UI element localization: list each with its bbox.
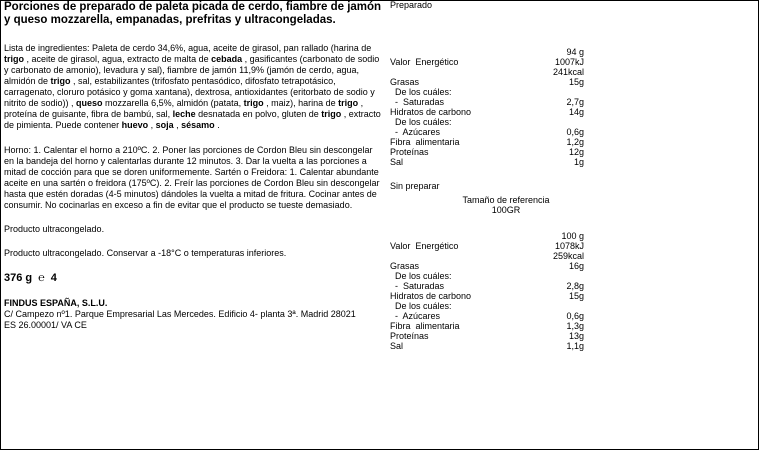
company-name: FINDUS ESPAÑA, S.L.U.: [4, 298, 108, 308]
nutrient-value: 100 g: [561, 231, 584, 241]
allergen-text: cebada: [211, 54, 243, 64]
nutrition-row: [386, 301, 596, 311]
company-address: C/ Campezo nº1. Parque Empresarial Las Mercedes. Edificio 4- planta 3ª. Madrid 28021: [4, 309, 356, 319]
nutrition-row: [386, 67, 596, 77]
nutrient-label: Fibra alimentaria: [390, 321, 460, 331]
nutrient-label: - Azúcares: [390, 311, 441, 321]
nutrient-value: 2,7g: [566, 97, 584, 107]
nutrition-row: [386, 321, 596, 331]
nutrient-label: Valor Energético: [390, 241, 459, 251]
allergen-text: trigo: [4, 54, 24, 64]
ingredient-text: , extracto de pimienta. Puede contener: [4, 109, 381, 130]
nutrient-label: Proteínas: [390, 147, 429, 157]
ingredient-text: , proteína de guisante, fibra de bambú, sal,: [4, 98, 364, 119]
ingredient-text: desnatada en polvo, gluten de: [195, 109, 322, 119]
nutrition-row: [386, 271, 596, 281]
nutrition-row: [386, 77, 596, 87]
nutrition-row: [386, 241, 596, 251]
ingredient-text: , sal, estabilizantes (trifosfato pentasódico, difosfato tetrapotásico, carragenato, cloruro potásico y goma xantana), dextrosa, antioxidantes (eritorbato de sodio y nitrito de sodio)) ,: [4, 76, 375, 108]
nutrient-label: Proteínas: [390, 331, 429, 341]
allergen-text: leche: [172, 109, 196, 119]
nutrient-value: 241kcal: [552, 67, 584, 77]
nutrient-value: 94 g: [566, 47, 584, 57]
nutrient-label: Grasas: [390, 261, 420, 271]
allergen-text: huevo: [121, 120, 149, 130]
nutrient-value: 14g: [568, 107, 584, 117]
storage-note: Producto ultracongelado.: [4, 224, 105, 234]
nutrient-value: 259kcal: [552, 251, 584, 261]
product-info-column: [4, 1, 382, 331]
nutrient-label: Sal: [390, 157, 404, 167]
nutrition-row: [386, 251, 596, 261]
nutrition-row: [386, 331, 596, 341]
nutrient-value: 2,8g: [566, 281, 584, 291]
ingredient-text: Lista de ingredientes: Paleta de cerdo 34,6%, agua, aceite de girasol, pan rallado (harina de: [4, 43, 372, 53]
nutrition-row: [386, 231, 596, 241]
nutrition-row: [386, 261, 596, 271]
nutrient-label: De los cuáles:: [390, 117, 452, 127]
allergen-text: sésamo: [181, 120, 215, 130]
ingredient-text: mozzarella 6,5%, almidón (patata,: [102, 98, 244, 108]
nutrition-column: [386, 0, 596, 351]
allergen-text: soja: [155, 120, 174, 130]
reference-size-value: 100GR: [491, 205, 521, 215]
registration-number: ES 26.00001/ VA CE: [4, 320, 87, 330]
ingredient-text: , aceite de girasol, agua, extracto de malta de: [24, 54, 212, 64]
unprepared-title: Sin preparar: [390, 181, 440, 191]
ingredient-text: ,: [173, 120, 182, 130]
nutrient-label: Hidratos de carbono: [390, 107, 472, 117]
ingredients-list: [4, 43, 382, 131]
nutrition-row: [386, 97, 596, 107]
nutrition-row: [386, 281, 596, 291]
nutrition-row: [386, 127, 596, 137]
unit-count: 4: [50, 272, 57, 284]
nutrient-label: De los cuáles:: [390, 301, 452, 311]
nutrition-row: [386, 107, 596, 117]
estimated-sign-icon: ℮: [38, 272, 45, 284]
nutrient-label: Hidratos de carbono: [390, 291, 472, 301]
allergen-text: trigo: [50, 76, 71, 86]
allergen-text: queso: [76, 98, 103, 108]
nutrition-row: [386, 47, 596, 57]
nutrient-value: 16g: [568, 261, 584, 271]
nutrition-row: [386, 147, 596, 157]
ingredient-text: .: [214, 120, 220, 130]
allergen-text: trigo: [243, 98, 264, 108]
nutrition-row: [386, 87, 596, 97]
nutrition-row: [386, 311, 596, 321]
nutrition-row: [386, 341, 596, 351]
nutrition-row: [386, 291, 596, 301]
nutrient-label: - Azúcares: [390, 127, 441, 137]
cooking-instructions: Horno: 1. Calentar el horno a 210ºC. 2. Poner las porciones de Cordon Bleu sin descongelar en la bandeja del horno y calentarlas durante 12 minutos. 3. Dar la vuelta a las porciones a mitad de cocción para que se doren uniformemente. Sartén o Freidora: 1. Calentar abundante aceite en una sartén o freidora (175ºC). 2. Freír las porciones de Cordon Bleu sin descongelar hasta que estén doradas (4-5 minutos) dándoles la vuelta a mitad de fritura. Cocinar antes de consumir. No cocinarlas en exceso a fin de evitar que el producto se tueste demasiado.: [4, 145, 380, 210]
ingredient-text: , gasificantes (carbonato de sodio y carbonato de amonio), levadura y sal), fiambre de jamón 11,9% (jamón de cerdo, agua, almidón de: [4, 54, 380, 86]
nutrient-value: 1007kJ: [554, 57, 584, 67]
nutrient-value: 13g: [568, 331, 584, 341]
nutrient-label: Sal: [390, 341, 404, 351]
nutrient-label: - Saturadas: [390, 97, 445, 107]
ingredient-text: ,: [148, 120, 156, 130]
prepared-table: [386, 47, 596, 167]
nutrient-value: 1078kJ: [554, 241, 584, 251]
nutrient-value: 15g: [568, 77, 584, 87]
nutrient-value: 1,2g: [566, 137, 584, 147]
nutrient-label: Fibra alimentaria: [390, 137, 460, 147]
nutrition-row: [386, 137, 596, 147]
nutrition-row: [386, 57, 596, 67]
storage-instructions: Producto ultracongelado. Conservar a -18°C o temperaturas inferiores.: [4, 248, 287, 258]
nutrient-label: Valor Energético: [390, 57, 459, 67]
nutrient-value: 1,3g: [566, 321, 584, 331]
allergen-text: trigo: [338, 98, 359, 108]
allergen-text: trigo: [321, 109, 342, 119]
nutrition-row: [386, 117, 596, 127]
net-weight: 376 g: [4, 272, 33, 284]
nutrient-value: 1,1g: [566, 341, 584, 351]
quantity-line: [4, 272, 382, 285]
nutrient-value: 15g: [568, 291, 584, 301]
nutrient-value: 1g: [573, 157, 584, 167]
nutrient-label: - Saturadas: [390, 281, 445, 291]
nutrient-value: 12g: [568, 147, 584, 157]
prepared-title: Preparado: [390, 0, 433, 10]
unprepared-table: [386, 231, 596, 351]
reference-size-label: Tamaño de referencia: [462, 195, 550, 205]
nutrient-value: 0,6g: [566, 127, 584, 137]
nutrient-label: De los cuáles:: [390, 271, 452, 281]
nutrient-label: De los cuáles:: [390, 87, 452, 97]
nutrient-label: Grasas: [390, 77, 420, 87]
product-title: Porciones de preparado de paleta picada de cerdo, fiambre de jamón y queso mozzarella, empanadas, prefritas y ultracongeladas.: [4, 1, 382, 26]
nutrient-value: 0,6g: [566, 311, 584, 321]
ingredient-text: , maiz), harina de: [263, 98, 339, 108]
nutrition-row: [386, 157, 596, 167]
